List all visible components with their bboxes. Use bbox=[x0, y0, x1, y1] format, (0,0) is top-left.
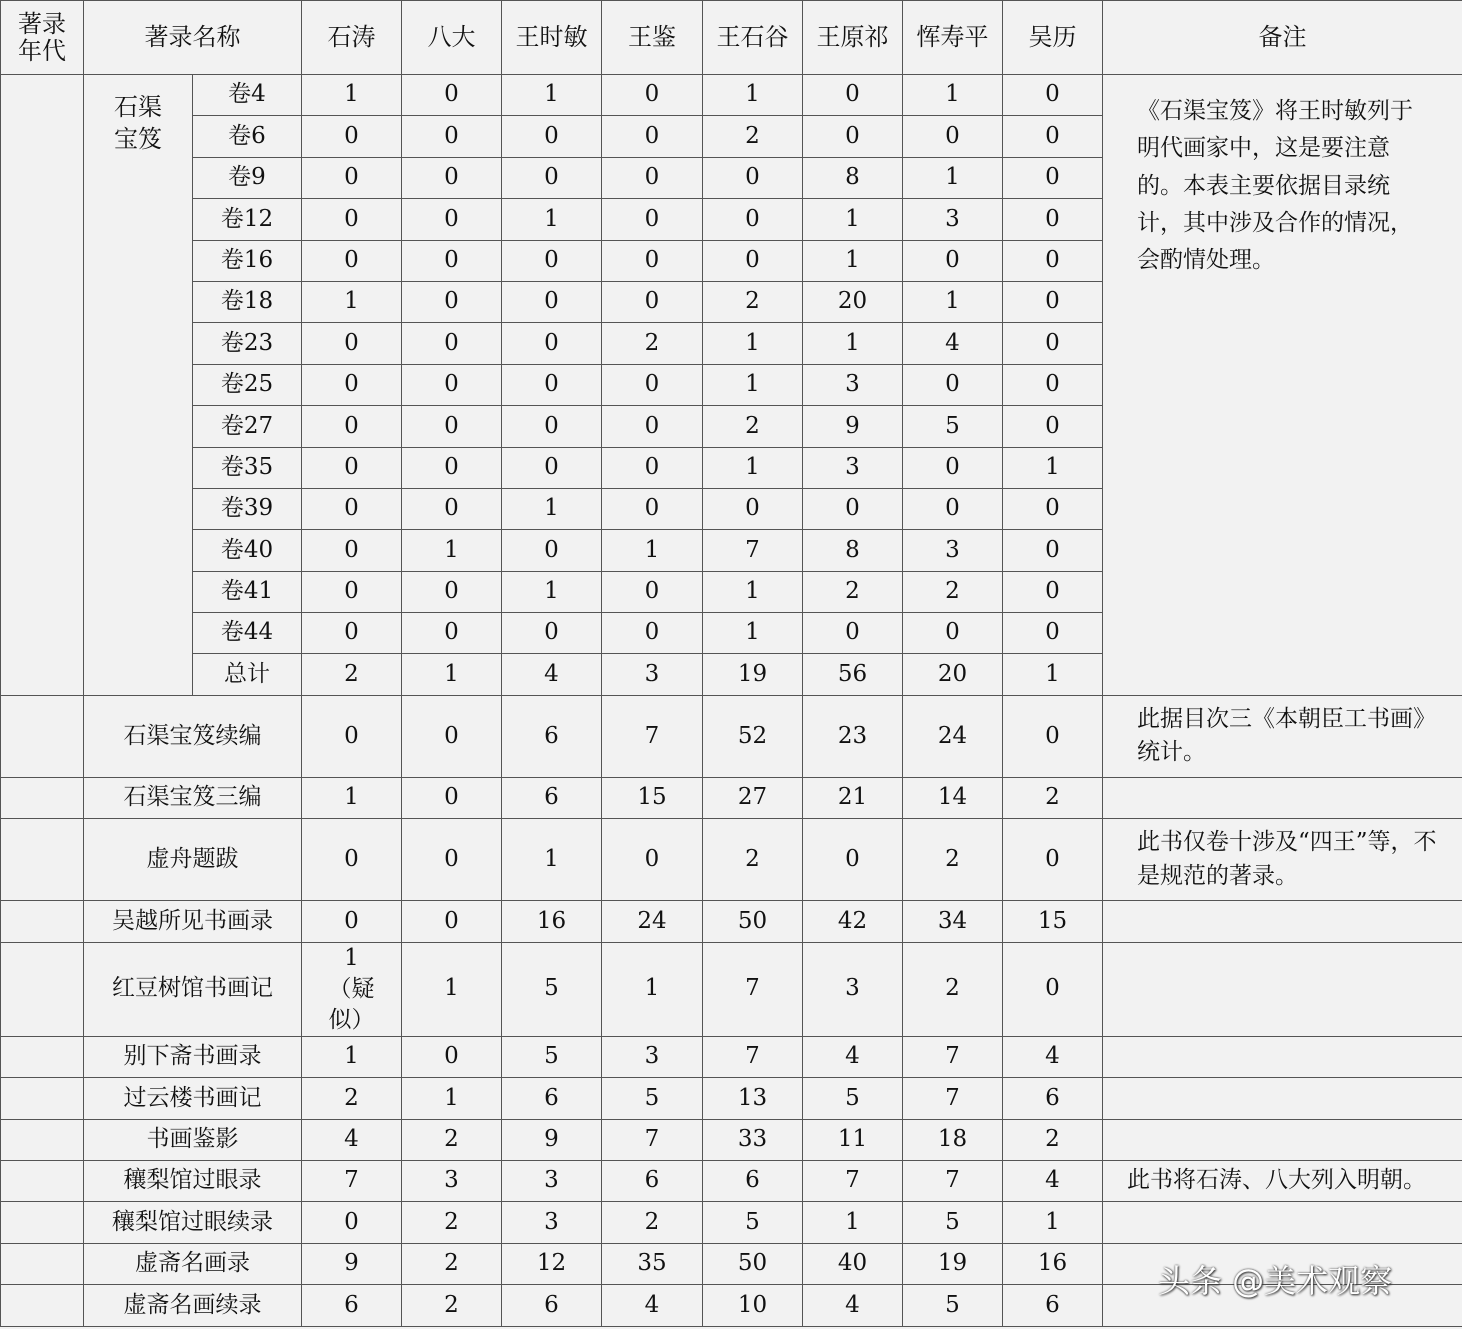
count-cell: 3 bbox=[602, 1036, 703, 1077]
catalog-name: 吴越所见书画录 bbox=[84, 901, 302, 942]
count-cell: 0 bbox=[502, 281, 602, 322]
count-cell: 1 bbox=[602, 942, 703, 1036]
count-cell: 0 bbox=[402, 695, 502, 777]
count-cell: 0 bbox=[302, 488, 402, 529]
catalog-name: 虚斋名画续录 bbox=[84, 1285, 302, 1326]
count-cell: 7 bbox=[703, 530, 803, 571]
note-cell bbox=[1103, 942, 1462, 1036]
count-cell: 0 bbox=[803, 116, 903, 157]
count-cell: 6 bbox=[602, 1160, 703, 1201]
count-cell: 5 bbox=[903, 406, 1003, 447]
count-cell: 50 bbox=[703, 901, 803, 942]
count-cell: 0 bbox=[1003, 157, 1103, 198]
era-cell bbox=[1, 1243, 84, 1284]
count-cell: 0 bbox=[402, 240, 502, 281]
count-cell: 16 bbox=[502, 901, 602, 942]
count-cell: 0 bbox=[502, 447, 602, 488]
count-cell: 5 bbox=[903, 1202, 1003, 1243]
era-cell bbox=[1, 695, 84, 777]
count-cell: 0 bbox=[502, 530, 602, 571]
volume-label: 卷9 bbox=[193, 157, 302, 198]
count-cell: 0 bbox=[1003, 530, 1103, 571]
count-cell: 0 bbox=[1003, 199, 1103, 240]
count-cell: 50 bbox=[703, 1243, 803, 1284]
count-cell: 3 bbox=[803, 364, 903, 405]
count-cell: 0 bbox=[903, 116, 1003, 157]
count-cell: 35 bbox=[602, 1243, 703, 1284]
count-cell: 0 bbox=[703, 199, 803, 240]
count-cell: 8 bbox=[803, 530, 903, 571]
count-cell: 7 bbox=[803, 1160, 903, 1201]
count-cell: 8 bbox=[803, 157, 903, 198]
count-cell: 0 bbox=[602, 240, 703, 281]
era-cell bbox=[1, 1078, 84, 1119]
note-cell: 此书仅卷十涉及“四王”等，不是规范的著录。 bbox=[1103, 819, 1462, 901]
era-cell bbox=[1, 1202, 84, 1243]
count-cell: 0 bbox=[402, 447, 502, 488]
note-cell bbox=[1103, 901, 1462, 942]
count-cell: 0 bbox=[402, 323, 502, 364]
count-cell: 0 bbox=[302, 571, 402, 612]
count-cell: 6 bbox=[1003, 1078, 1103, 1119]
count-cell: 6 bbox=[502, 1078, 602, 1119]
count-cell: 0 bbox=[302, 613, 402, 654]
table-row bbox=[1, 1202, 1462, 1243]
table-row bbox=[1, 777, 1462, 818]
count-cell: 0 bbox=[302, 530, 402, 571]
count-cell: 0 bbox=[903, 613, 1003, 654]
volume-label: 卷12 bbox=[193, 199, 302, 240]
era-cell bbox=[1, 777, 84, 818]
count-cell: 0 bbox=[602, 613, 703, 654]
count-cell: 1 bbox=[302, 777, 402, 818]
count-cell: 40 bbox=[803, 1243, 903, 1284]
count-cell: 0 bbox=[402, 199, 502, 240]
count-cell: 4 bbox=[302, 1119, 402, 1160]
count-cell: 23 bbox=[803, 695, 903, 777]
count-cell: 4 bbox=[803, 1036, 903, 1077]
count-cell: 4 bbox=[1003, 1160, 1103, 1201]
count-cell: 1 bbox=[502, 75, 602, 116]
count-cell: 2 bbox=[1003, 777, 1103, 818]
count-cell: 0 bbox=[602, 199, 703, 240]
count-cell: 20 bbox=[803, 281, 903, 322]
volume-label: 卷18 bbox=[193, 281, 302, 322]
count-cell: 2 bbox=[402, 1202, 502, 1243]
count-cell: 0 bbox=[302, 1202, 402, 1243]
count-cell: 1 bbox=[602, 530, 703, 571]
count-cell: 2 bbox=[703, 281, 803, 322]
volume-label: 卷4 bbox=[193, 75, 302, 116]
table-row bbox=[1, 1078, 1462, 1119]
count-cell: 0 bbox=[302, 240, 402, 281]
count-cell: 21 bbox=[803, 777, 903, 818]
volume-label: 卷16 bbox=[193, 240, 302, 281]
count-cell: 0 bbox=[903, 364, 1003, 405]
count-cell: 1 bbox=[402, 942, 502, 1036]
count-cell: 2 bbox=[1003, 1119, 1103, 1160]
count-cell: 0 bbox=[402, 157, 502, 198]
count-cell: 13 bbox=[703, 1078, 803, 1119]
count-cell: 2 bbox=[903, 819, 1003, 901]
count-cell: 1 bbox=[302, 281, 402, 322]
count-cell: 7 bbox=[903, 1160, 1003, 1201]
era-cell bbox=[1, 1285, 84, 1326]
count-cell: 0 bbox=[1003, 571, 1103, 612]
header-era: 著录年代 bbox=[1, 1, 84, 75]
count-cell: 0 bbox=[1003, 364, 1103, 405]
note-cell bbox=[1103, 777, 1462, 818]
count-cell: 0 bbox=[1003, 323, 1103, 364]
header-artist: 八大 bbox=[402, 1, 502, 75]
count-cell: 0 bbox=[502, 406, 602, 447]
catalog-name: 虚斋名画录 bbox=[84, 1243, 302, 1284]
count-cell: 2 bbox=[402, 1119, 502, 1160]
count-cell: 0 bbox=[803, 488, 903, 529]
count-cell: 1 bbox=[502, 819, 602, 901]
count-cell: 5 bbox=[502, 942, 602, 1036]
count-cell: 3 bbox=[502, 1202, 602, 1243]
count-cell: 1 bbox=[703, 571, 803, 612]
count-cell: 2 bbox=[602, 323, 703, 364]
header-artist: 王时敏 bbox=[502, 1, 602, 75]
note-cell: 此据目次三《本朝臣工书画》统计。 bbox=[1103, 695, 1462, 777]
count-cell: 0 bbox=[502, 323, 602, 364]
count-cell: 1 bbox=[903, 75, 1003, 116]
count-cell: 5 bbox=[502, 1036, 602, 1077]
count-cell: 5 bbox=[803, 1078, 903, 1119]
count-cell: 3 bbox=[903, 199, 1003, 240]
count-cell: 0 bbox=[602, 447, 703, 488]
count-cell: 1 bbox=[402, 1078, 502, 1119]
count-cell: 1（疑似） bbox=[302, 942, 402, 1036]
catalog-name: 红豆树馆书画记 bbox=[84, 942, 302, 1036]
count-cell: 0 bbox=[1003, 819, 1103, 901]
count-cell: 0 bbox=[602, 571, 703, 612]
count-cell: 0 bbox=[1003, 75, 1103, 116]
era-cell bbox=[1, 819, 84, 901]
count-cell: 0 bbox=[602, 819, 703, 901]
table-row bbox=[1, 695, 1462, 777]
count-cell: 0 bbox=[1003, 406, 1103, 447]
table-row bbox=[1, 1036, 1462, 1077]
count-cell: 0 bbox=[302, 406, 402, 447]
count-cell: 2 bbox=[903, 942, 1003, 1036]
count-cell: 2 bbox=[302, 654, 402, 695]
header-artist: 王石谷 bbox=[703, 1, 803, 75]
note-cell bbox=[1103, 1202, 1462, 1243]
count-cell: 0 bbox=[1003, 281, 1103, 322]
header-note: 备注 bbox=[1103, 1, 1462, 75]
count-cell: 1 bbox=[803, 323, 903, 364]
count-cell: 6 bbox=[703, 1160, 803, 1201]
catalog-name: 书画鉴影 bbox=[84, 1119, 302, 1160]
count-cell: 7 bbox=[703, 1036, 803, 1077]
count-cell: 0 bbox=[903, 447, 1003, 488]
table-row bbox=[1, 901, 1462, 942]
count-cell: 2 bbox=[402, 1285, 502, 1326]
count-cell: 2 bbox=[703, 819, 803, 901]
count-cell: 0 bbox=[402, 819, 502, 901]
count-cell: 16 bbox=[1003, 1243, 1103, 1284]
count-cell: 1 bbox=[703, 613, 803, 654]
count-cell: 4 bbox=[1003, 1036, 1103, 1077]
count-cell: 7 bbox=[903, 1078, 1003, 1119]
count-cell: 1 bbox=[703, 75, 803, 116]
count-cell: 10 bbox=[703, 1285, 803, 1326]
note-cell bbox=[1103, 1119, 1462, 1160]
count-cell: 0 bbox=[502, 613, 602, 654]
table-row bbox=[1, 75, 1462, 116]
count-cell: 6 bbox=[502, 1285, 602, 1326]
count-cell: 0 bbox=[703, 157, 803, 198]
era-cell bbox=[1, 1036, 84, 1077]
count-cell: 6 bbox=[302, 1285, 402, 1326]
count-cell: 7 bbox=[703, 942, 803, 1036]
count-cell: 0 bbox=[402, 1036, 502, 1077]
count-cell: 1 bbox=[803, 240, 903, 281]
count-cell: 11 bbox=[803, 1119, 903, 1160]
count-cell: 0 bbox=[302, 447, 402, 488]
count-cell: 0 bbox=[803, 613, 903, 654]
count-cell: 0 bbox=[302, 901, 402, 942]
header-artist: 王原祁 bbox=[803, 1, 903, 75]
note-cell bbox=[1103, 1036, 1462, 1077]
volume-label: 卷35 bbox=[193, 447, 302, 488]
era-cell bbox=[1, 75, 84, 696]
count-cell: 0 bbox=[302, 116, 402, 157]
count-cell: 5 bbox=[703, 1202, 803, 1243]
count-cell: 1 bbox=[803, 199, 903, 240]
count-cell: 0 bbox=[1003, 695, 1103, 777]
count-cell: 0 bbox=[602, 157, 703, 198]
count-cell: 56 bbox=[803, 654, 903, 695]
count-cell: 0 bbox=[703, 240, 803, 281]
volume-label: 卷39 bbox=[193, 488, 302, 529]
count-cell: 0 bbox=[502, 240, 602, 281]
count-cell: 34 bbox=[903, 901, 1003, 942]
count-cell: 1 bbox=[1003, 1202, 1103, 1243]
count-cell: 0 bbox=[502, 157, 602, 198]
count-cell: 7 bbox=[602, 695, 703, 777]
count-cell: 0 bbox=[803, 75, 903, 116]
count-cell: 0 bbox=[502, 364, 602, 405]
count-cell: 0 bbox=[1003, 613, 1103, 654]
catalog-name: 石渠宝笈 bbox=[84, 75, 193, 696]
table-row bbox=[1, 1160, 1462, 1201]
count-cell: 15 bbox=[602, 777, 703, 818]
header-artist: 石涛 bbox=[302, 1, 402, 75]
count-cell: 42 bbox=[803, 901, 903, 942]
count-cell: 0 bbox=[602, 364, 703, 405]
catalog-name: 穰梨馆过眼续录 bbox=[84, 1202, 302, 1243]
volume-label: 卷6 bbox=[193, 116, 302, 157]
count-cell: 0 bbox=[402, 901, 502, 942]
catalog-name: 过云楼书画记 bbox=[84, 1078, 302, 1119]
count-cell: 0 bbox=[302, 199, 402, 240]
count-cell: 0 bbox=[302, 364, 402, 405]
count-cell: 1 bbox=[703, 364, 803, 405]
count-cell: 0 bbox=[402, 116, 502, 157]
count-cell: 1 bbox=[302, 1036, 402, 1077]
count-cell: 0 bbox=[903, 488, 1003, 529]
count-cell: 4 bbox=[502, 654, 602, 695]
count-cell: 1 bbox=[903, 281, 1003, 322]
count-cell: 2 bbox=[803, 571, 903, 612]
count-cell: 1 bbox=[502, 199, 602, 240]
count-cell: 4 bbox=[602, 1285, 703, 1326]
catalog-name: 石渠宝笈三编 bbox=[84, 777, 302, 818]
volume-label: 卷25 bbox=[193, 364, 302, 405]
era-cell bbox=[1, 1160, 84, 1201]
count-cell: 0 bbox=[1003, 116, 1103, 157]
count-cell: 7 bbox=[302, 1160, 402, 1201]
count-cell: 0 bbox=[402, 364, 502, 405]
count-cell: 0 bbox=[602, 281, 703, 322]
count-cell: 0 bbox=[1003, 240, 1103, 281]
volume-label: 卷27 bbox=[193, 406, 302, 447]
count-cell: 1 bbox=[903, 157, 1003, 198]
count-cell: 3 bbox=[803, 942, 903, 1036]
count-cell: 0 bbox=[1003, 942, 1103, 1036]
header-artist: 恽寿平 bbox=[903, 1, 1003, 75]
count-cell: 0 bbox=[502, 116, 602, 157]
table-row bbox=[1, 819, 1462, 901]
table-row bbox=[1, 942, 1462, 1036]
volume-label: 卷41 bbox=[193, 571, 302, 612]
count-cell: 3 bbox=[903, 530, 1003, 571]
volume-label: 卷40 bbox=[193, 530, 302, 571]
count-cell: 5 bbox=[903, 1285, 1003, 1326]
count-cell: 0 bbox=[302, 157, 402, 198]
header-artist: 吴历 bbox=[1003, 1, 1103, 75]
catalog-name: 石渠宝笈续编 bbox=[84, 695, 302, 777]
count-cell: 6 bbox=[502, 777, 602, 818]
count-cell: 2 bbox=[903, 571, 1003, 612]
count-cell: 7 bbox=[602, 1119, 703, 1160]
count-cell: 15 bbox=[1003, 901, 1103, 942]
count-cell: 4 bbox=[803, 1285, 903, 1326]
count-cell: 1 bbox=[703, 323, 803, 364]
count-cell: 24 bbox=[903, 695, 1003, 777]
count-cell: 6 bbox=[502, 695, 602, 777]
count-cell: 2 bbox=[402, 1243, 502, 1284]
count-cell: 1 bbox=[302, 75, 402, 116]
count-cell: 0 bbox=[402, 281, 502, 322]
count-cell: 1 bbox=[402, 530, 502, 571]
count-cell: 5 bbox=[602, 1078, 703, 1119]
catalog-name: 别下斋书画录 bbox=[84, 1036, 302, 1077]
count-cell: 12 bbox=[502, 1243, 602, 1284]
count-cell: 9 bbox=[302, 1243, 402, 1284]
count-cell: 0 bbox=[602, 75, 703, 116]
count-cell: 0 bbox=[402, 613, 502, 654]
count-cell: 14 bbox=[903, 777, 1003, 818]
count-cell: 20 bbox=[903, 654, 1003, 695]
note-cell bbox=[1103, 1078, 1462, 1119]
count-cell: 0 bbox=[602, 406, 703, 447]
header-name: 著录名称 bbox=[84, 1, 302, 75]
count-cell: 1 bbox=[1003, 654, 1103, 695]
count-cell: 3 bbox=[502, 1160, 602, 1201]
count-cell: 27 bbox=[703, 777, 803, 818]
count-cell: 9 bbox=[502, 1119, 602, 1160]
volume-label: 卷23 bbox=[193, 323, 302, 364]
count-cell: 52 bbox=[703, 695, 803, 777]
count-cell: 0 bbox=[602, 116, 703, 157]
count-cell: 0 bbox=[402, 406, 502, 447]
count-cell: 24 bbox=[602, 901, 703, 942]
count-cell: 2 bbox=[602, 1202, 703, 1243]
count-cell: 0 bbox=[302, 819, 402, 901]
count-cell: 1 bbox=[1003, 447, 1103, 488]
note-cell: 《石渠宝笈》将王时敏列于明代画家中，这是要注意的。本表主要依据目录统计，其中涉及合作的情况，会酌情处理。 bbox=[1103, 75, 1462, 696]
count-cell: 0 bbox=[402, 571, 502, 612]
count-cell: 9 bbox=[803, 406, 903, 447]
count-cell: 0 bbox=[402, 777, 502, 818]
count-cell: 7 bbox=[903, 1036, 1003, 1077]
volume-label: 卷44 bbox=[193, 613, 302, 654]
count-cell: 3 bbox=[803, 447, 903, 488]
count-cell: 6 bbox=[1003, 1285, 1103, 1326]
count-cell: 0 bbox=[602, 488, 703, 529]
count-cell: 0 bbox=[1003, 488, 1103, 529]
count-cell: 0 bbox=[402, 75, 502, 116]
count-cell: 0 bbox=[903, 240, 1003, 281]
header-row bbox=[1, 1, 1462, 75]
table-row bbox=[1, 1119, 1462, 1160]
volume-label: 总计 bbox=[193, 654, 302, 695]
count-cell: 33 bbox=[703, 1119, 803, 1160]
count-cell: 18 bbox=[903, 1119, 1003, 1160]
watermark: 头条 @美术观察 bbox=[1158, 1262, 1393, 1300]
catalog-name: 虚舟题跋 bbox=[84, 819, 302, 901]
count-cell: 1 bbox=[502, 571, 602, 612]
count-cell: 2 bbox=[703, 406, 803, 447]
count-cell: 4 bbox=[903, 323, 1003, 364]
count-cell: 3 bbox=[402, 1160, 502, 1201]
count-cell: 0 bbox=[302, 695, 402, 777]
header-artist: 王鉴 bbox=[602, 1, 703, 75]
count-cell: 1 bbox=[803, 1202, 903, 1243]
count-cell: 1 bbox=[502, 488, 602, 529]
count-cell: 1 bbox=[402, 654, 502, 695]
count-cell: 2 bbox=[302, 1078, 402, 1119]
count-cell: 0 bbox=[703, 488, 803, 529]
count-cell: 0 bbox=[302, 323, 402, 364]
count-cell: 1 bbox=[703, 447, 803, 488]
count-cell: 2 bbox=[703, 116, 803, 157]
count-cell: 0 bbox=[803, 819, 903, 901]
count-cell: 19 bbox=[703, 654, 803, 695]
catalog-name: 穰梨馆过眼录 bbox=[84, 1160, 302, 1201]
era-cell bbox=[1, 901, 84, 942]
era-cell bbox=[1, 942, 84, 1036]
count-cell: 0 bbox=[402, 488, 502, 529]
note-cell: 此书将石涛、八大列入明朝。 bbox=[1103, 1160, 1462, 1201]
count-cell: 3 bbox=[602, 654, 703, 695]
count-cell: 19 bbox=[903, 1243, 1003, 1284]
era-cell bbox=[1, 1119, 84, 1160]
